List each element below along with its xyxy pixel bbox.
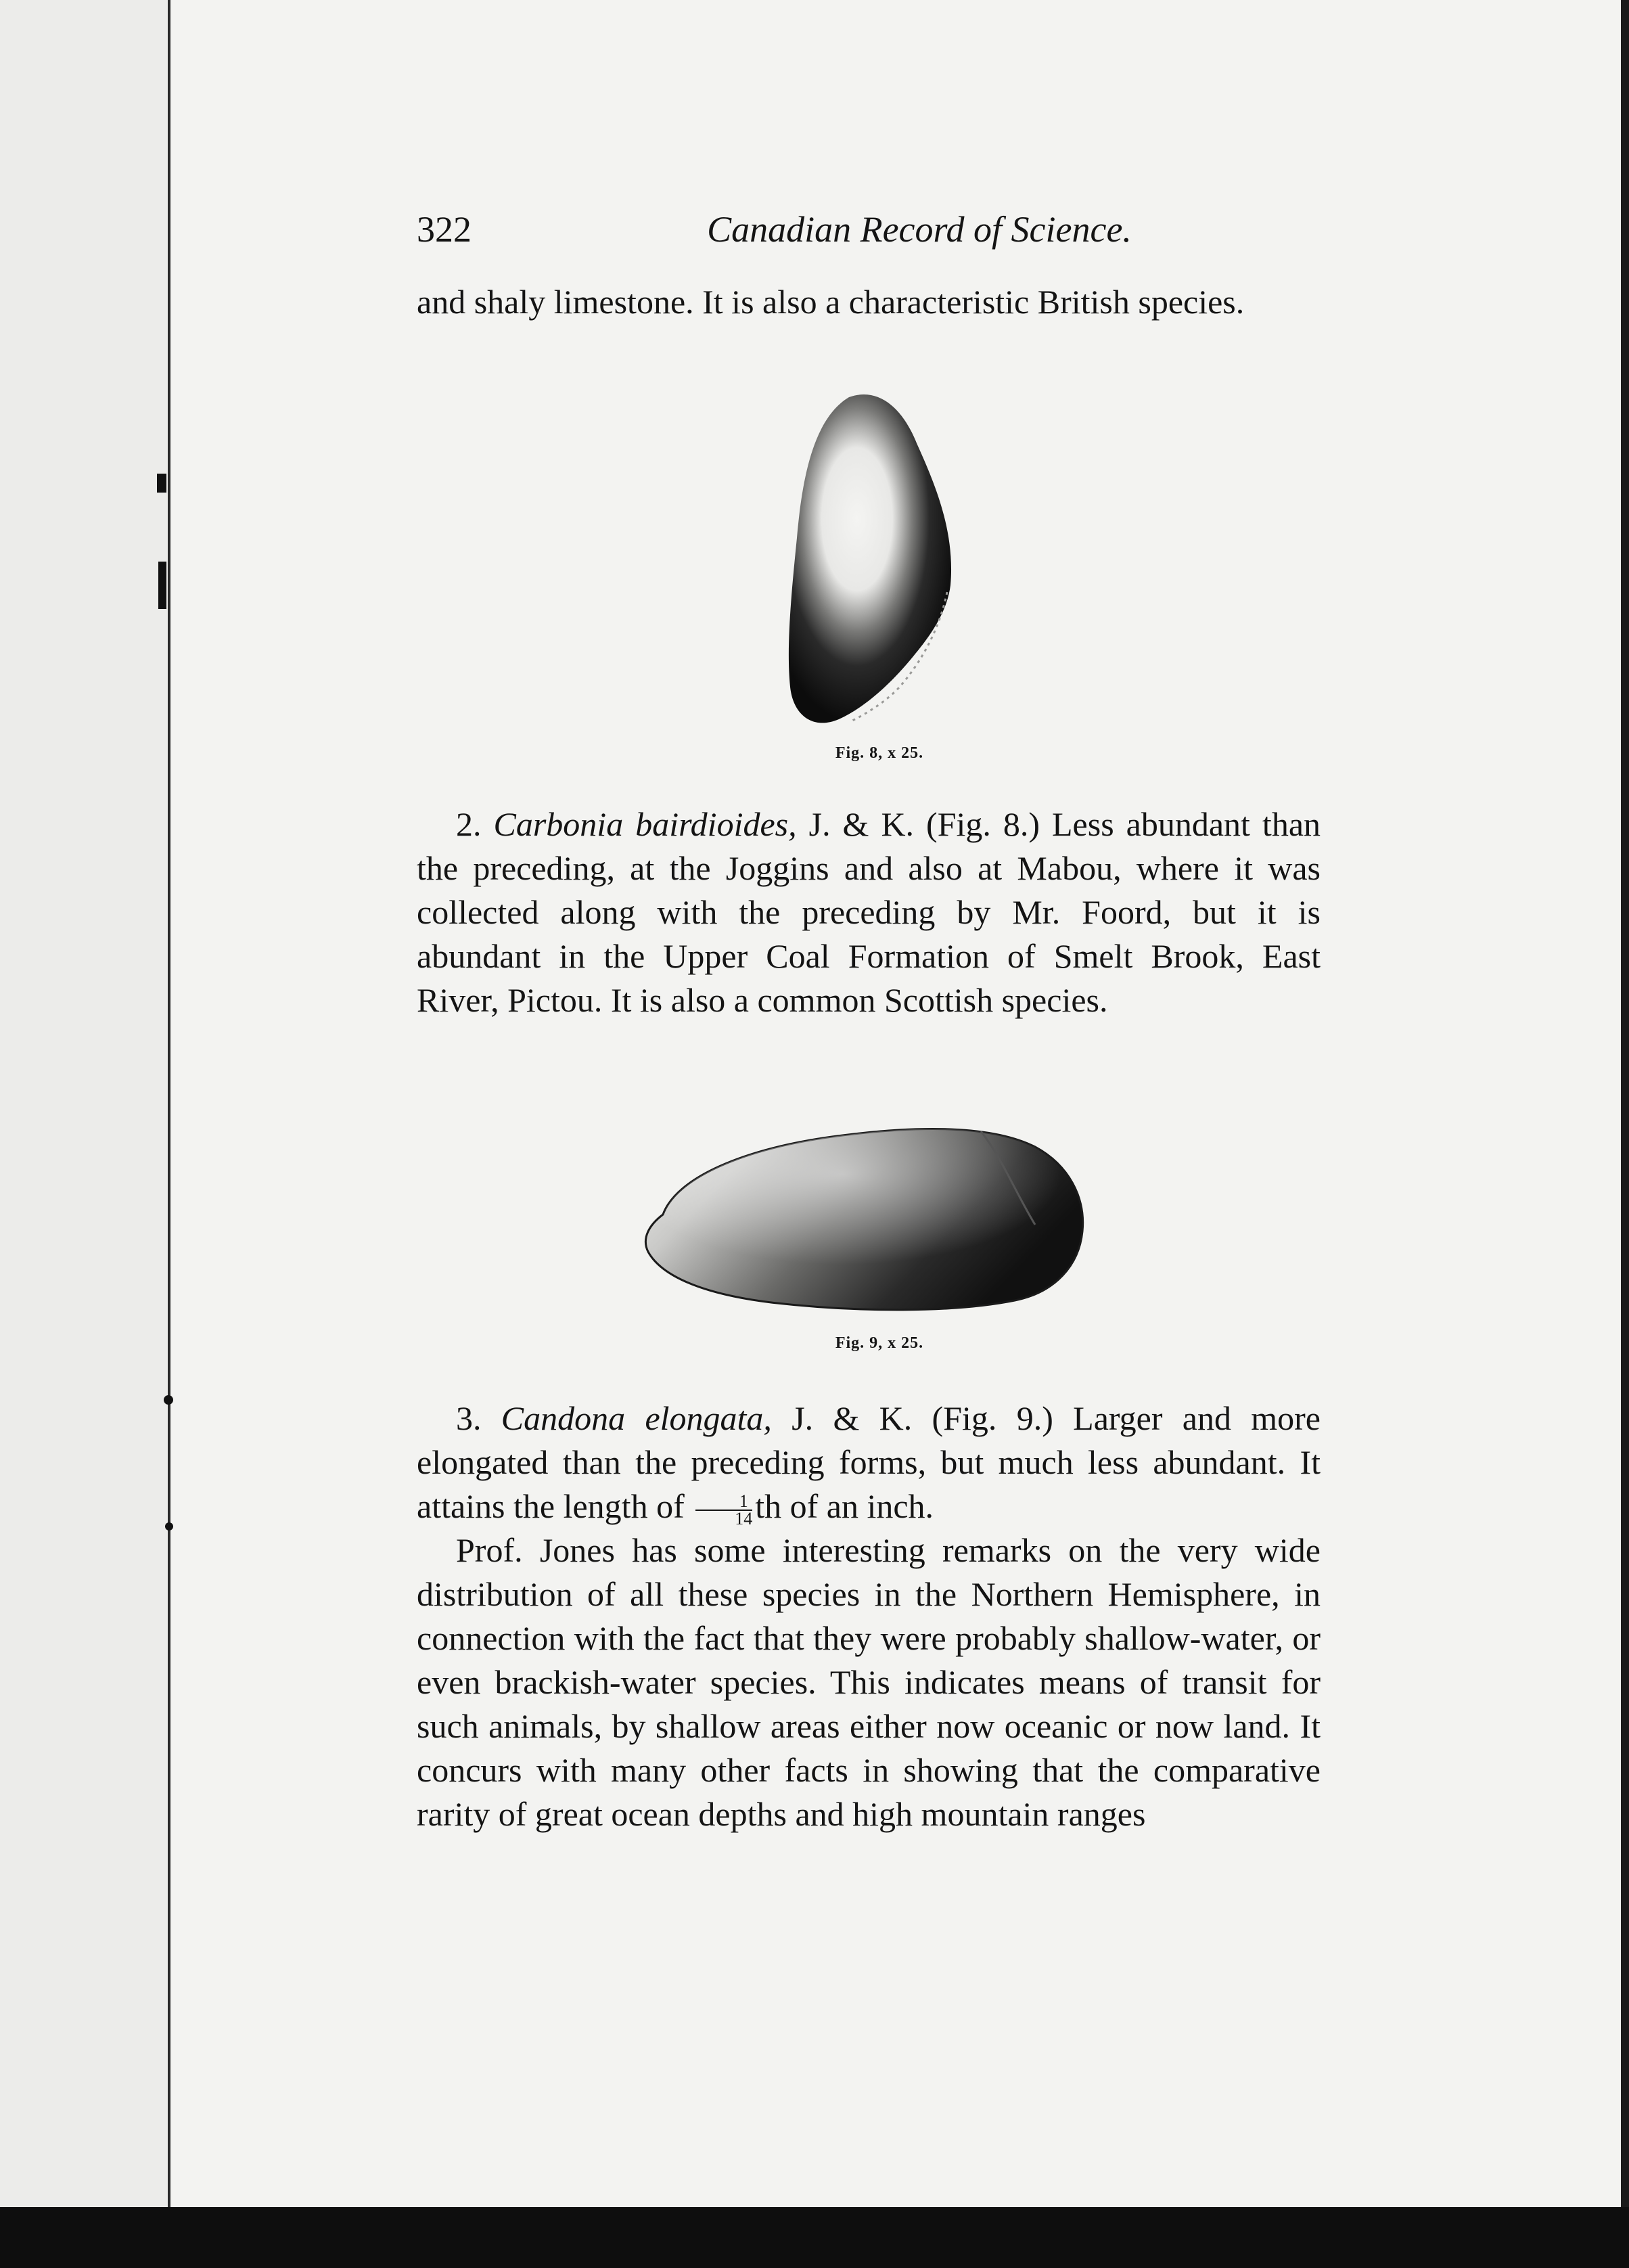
- binding-gutter-line: [168, 0, 170, 2207]
- page-header: [417, 208, 1321, 256]
- margin-mark: [164, 1395, 173, 1405]
- right-page-edge: [1621, 0, 1629, 2268]
- fraction-denominator: 14: [735, 1508, 753, 1528]
- fraction-one-fourteenth: [695, 1493, 752, 1527]
- page-number: 322: [417, 209, 472, 250]
- figure-9-caption: Fig. 9, x 25.: [835, 1334, 924, 1352]
- section-3-text: [417, 1397, 1321, 1528]
- paragraph-jones-text: Prof. Jones has some interesting remarks on the very wide distribution of all these species in the Northern Hemisphere, in connection with the fact that they were probably shallow-water, or even brackish-water species. This indicates means of transit for such animals, by shallow areas either now oceanic or now land. It concurs with many other facts in showing that the comparative rarity of great ocean depths and high mountain ranges: [417, 1531, 1321, 1833]
- paragraph-top: [417, 280, 1321, 324]
- left-page-margin: [0, 0, 168, 2207]
- running-title: Canadian Record of Science.: [707, 209, 1132, 250]
- section-2-species: Carbonia bairdioides,: [493, 805, 797, 843]
- figure-9-candona-illustration: [636, 1116, 1091, 1319]
- section-2-body: J. & K. (Fig. 8.) Less abundant than the preceding, at the Joggins and also at Mabou, where it was collected along with the preceding by Mr. Foord, but it is abundant in the Upper Coal Formation of Smelt Brook, East River, Pictou. It is also a common Scottish species.: [417, 805, 1321, 1019]
- margin-mark: [158, 562, 166, 609]
- paragraph-top-text: and shaly limestone. It is also a characteristic British species.: [417, 283, 1245, 321]
- section-2-number: 2.: [456, 805, 482, 843]
- section-3-species: Candona elongata,: [501, 1399, 772, 1437]
- section-3-body: J. & K. (Fig. 9.) Larger and more elongated than the preceding forms, but much less abundant. It attains the length of: [417, 1399, 1321, 1525]
- section-2: [417, 802, 1321, 1022]
- figure-8-caption: Fig. 8, x 25.: [835, 744, 924, 762]
- scan-bottom-border: [0, 2207, 1629, 2268]
- margin-mark: [157, 474, 166, 493]
- fraction-numerator: 1: [695, 1493, 752, 1511]
- section-3-number: 3.: [456, 1399, 482, 1437]
- section-3-body-end: th of an inch.: [755, 1487, 934, 1525]
- section-3: [417, 1397, 1321, 1836]
- figure-8-carbonia-illustration: [778, 389, 967, 731]
- margin-mark: [165, 1522, 173, 1530]
- section-2-text: [417, 802, 1321, 1022]
